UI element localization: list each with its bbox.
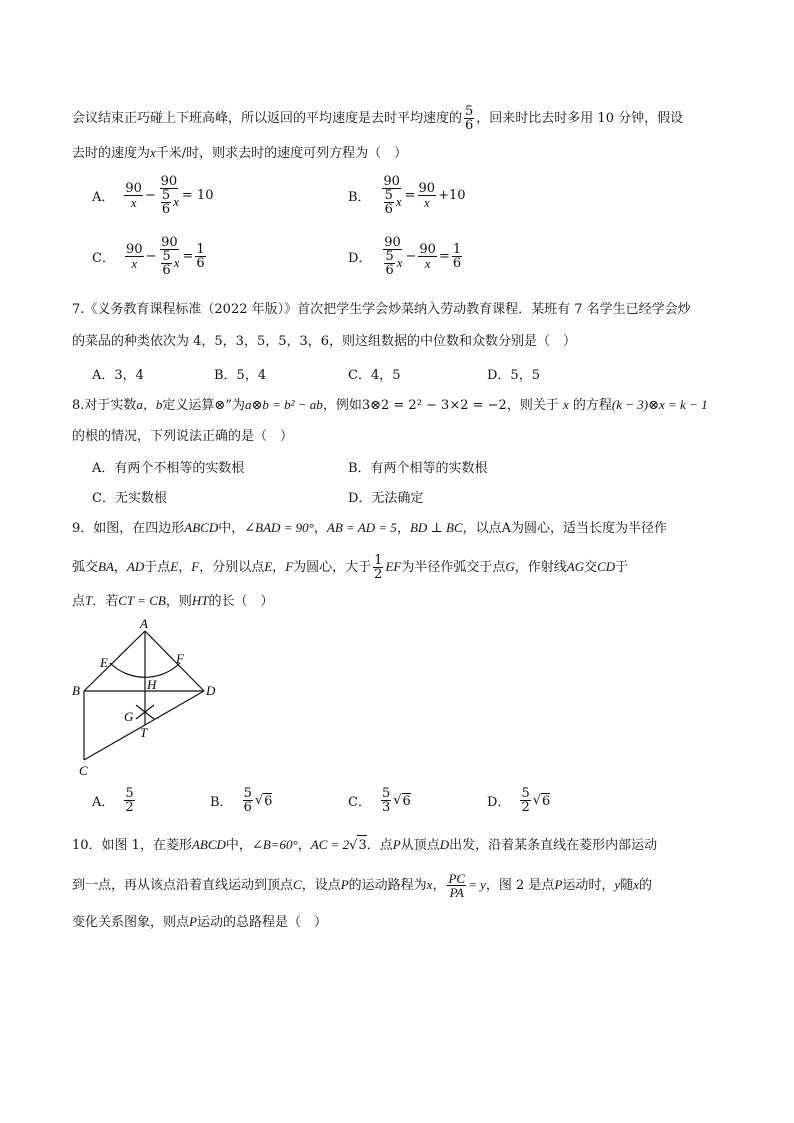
label-b: B [72,683,80,698]
q8-line2: 的根的情况，下列说法正确的是（ ） [72,429,294,444]
label-g: G [124,709,134,724]
fraction: $\frac{5}{6}$ [465,104,474,133]
q6-option-b[interactable]: B． 90 $\frac{5}{6}$ x = $\frac{90}{x}$ +10 [348,174,466,217]
q8-line1: 8.对于实数a，b定义运算⊗”为a⊗b = b² − ab，例如3⊗2 = 2² − 3×2 = −2，则关于 x 的方程(k − 3)⊗x = k − 1 [72,397,708,413]
q6-line1: 会议结束正巧碰上下班高峰，所以返回的平均速度是去时平均速度的 $\frac{5}{6}$ ，回来时比去时多用 10 分钟，假设 [72,104,684,133]
q6-line2: 去时的速度为x千米/时，则求去时的速度可列方程为（ ） [72,145,408,161]
q7-option-a[interactable]: A．3，4 [92,368,144,383]
q9-option-b[interactable]: B． $\frac{5}{6}$ √ 6 [210,786,273,815]
q10-line1: 10．如图 1，在菱形ABCD中，∠B=60°，AC = 2√3．点P从顶点D出发，沿着某条直线在菱形内部运动 [72,835,657,856]
q9-option-a[interactable]: A． $\frac{5}{2}$ [92,786,134,815]
q9-option-c[interactable]: C． $\frac{5}{3}$ √ 6 [348,786,411,815]
label-h: H [147,677,157,692]
label-d: D [206,683,216,698]
segment-ab [84,631,145,691]
q7-line2: 的菜品的种类依次为 4，5，3，5，5，3，6，则这组数据的中位数和众数分别是（ ） [72,334,577,349]
q6-option-d[interactable]: D． 90 $\frac{5}{6}$ x − $\frac{90}{x}$ = $\frac{1}{6}$ [348,235,462,278]
q9-geometry-figure [70,615,230,780]
label-a: A [140,616,148,631]
q8-option-a[interactable]: A．有两个不相等的实数根 [92,461,245,476]
q9-line1: 9．如图，在四边形ABCD中，∠BAD = 90°，AB = AD = 5，BD ⊥ BC，以点A为圆心，适当长度为半径作 [72,520,668,536]
q9-line3: 点T．若CT = CB，则HT的长（ ） [72,593,274,609]
q7-option-c[interactable]: C．4，5 [348,368,401,383]
q8-option-d[interactable]: D．无法确定 [348,491,424,506]
q10-line3: 变化关系图象，则点P运动的总路程是（ ） [72,914,327,930]
q7-option-d[interactable]: D．5，5 [487,368,540,383]
label-e: E [100,655,108,670]
label-t: T [140,725,148,740]
q6-option-a[interactable]: A． $\frac{90}{x}$ − 90 $\frac{5}{6}$ x = 10 [92,174,214,217]
label-c: C [79,763,88,778]
q7-option-b[interactable]: B．5，4 [214,368,267,383]
label-f: F [176,651,184,666]
q10-line2: 到一点，再从该点沿着直线运动到顶点C，设点P的运动路程为x， $\frac{PC}{PA}$ = y，图 2 是点P运动时，y随x的 [72,871,652,900]
q7-line1: 7.《义务教育课程标准（2022 年版）》首次把学生学会炒菜纳入劳动教育课程．某班有 7 名学生已经学会炒 [72,302,691,317]
q6-option-c[interactable]: C． $\frac{90}{x}$ − 90 $\frac{5}{6}$ x = $\frac{1}{6}$ [92,235,205,278]
q9-option-d[interactable]: D． $\frac{5}{2}$ √ 6 [487,786,551,815]
q8-option-b[interactable]: B．有两个相等的实数根 [348,461,488,476]
q8-option-c[interactable]: C．无实数根 [92,491,167,506]
q9-line2: 弧交BA，AD于点E，F，分别以点E，F为圆心，大于 $\frac{1}{2}$ EF为半径作弧交于点G，作射线AG交CD于 [72,553,629,582]
